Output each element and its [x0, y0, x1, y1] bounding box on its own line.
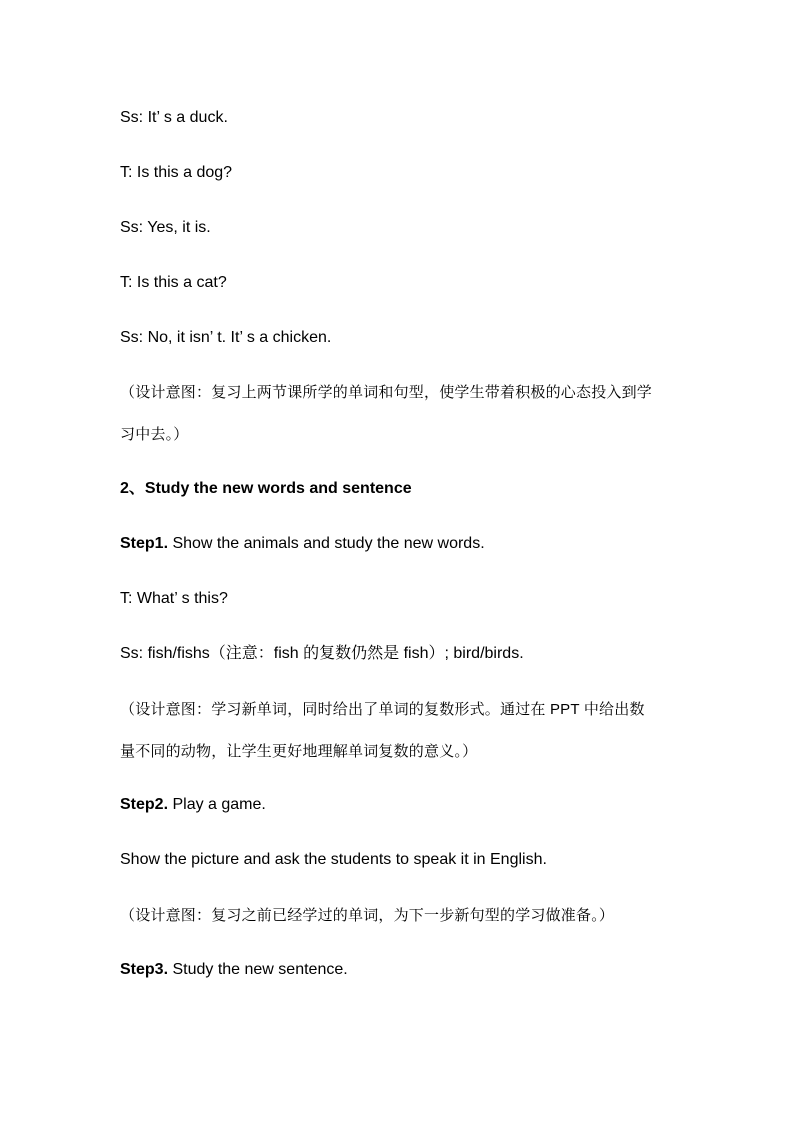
design-note: （设计意图：学习新单词，同时给出了单词的复数形式。通过在 PPT 中给出数 [120, 701, 645, 718]
section-heading: 2、Study the new words and sentence [120, 480, 412, 497]
step-text: Study the new sentence. [168, 961, 348, 978]
dialogue-line: Ss: fish/fishs（注意：fish 的复数仍然是 fish）; bird/birds. [120, 645, 524, 662]
design-note: （设计意图：复习上两节课所学的单词和句型，使学生带着积极的心态投入到学 [120, 384, 653, 401]
dialogue-line: T: Is this a dog? [120, 164, 233, 181]
step-label: Step3. [120, 961, 169, 978]
step-text: Play a game. [168, 796, 266, 813]
dialogue-line: Ss: Yes, it is. [120, 219, 211, 236]
step-label: Step1. [120, 535, 169, 552]
dialogue-line: T: Is this a cat? [120, 274, 227, 291]
design-note-continued: 习中去。） [120, 426, 189, 443]
dialogue-line: Ss: It’ s a duck. [120, 109, 228, 126]
dialogue-line: T: What’ s this? [120, 590, 228, 607]
step-label: Step2. [120, 796, 169, 813]
instruction-line: Show the picture and ask the students to speak it in English. [120, 851, 547, 868]
design-note-continued: 量不同的动物，让学生更好地理解单词复数的意义。） [120, 743, 478, 760]
step-text: Show the animals and study the new words. [168, 535, 485, 552]
design-note: （设计意图：复习之前已经学过的单词，为下一步新句型的学习做准备。） [120, 907, 615, 924]
step-line [120, 533, 690, 555]
step-line [120, 794, 690, 816]
dialogue-line: Ss: No, it isn’ t. It’ s a chicken. [120, 329, 332, 346]
step-line [120, 959, 690, 981]
